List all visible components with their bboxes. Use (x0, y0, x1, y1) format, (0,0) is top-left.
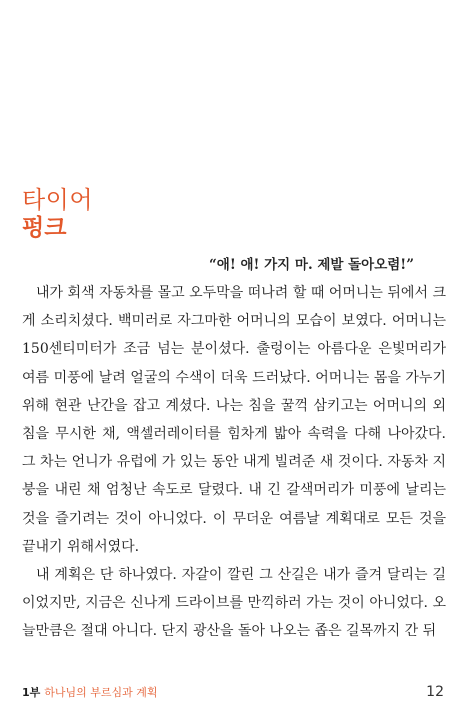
page-number: 12 (426, 684, 444, 700)
chapter-title-line1: 타이어 (22, 186, 94, 214)
chapter-title-line2: 펑크 (22, 215, 67, 242)
paragraph-2: 내 계획은 단 하나였다. 자갈이 깔린 그 산길은 내가 즐겨 달리는 길이었지만, 지금은 신나게 드라이브를 만끽하러 가는 것이 아니었다. 오늘만큼은 절대 아니다. 단지 광산을 돌아 나오는 좁은 길목까지 간 뒤 (22, 567, 446, 640)
opening-quote: “애! 애! 가지 마. 제발 돌아오렴!” (209, 257, 414, 273)
page-footer (22, 680, 444, 704)
part-subtitle: 하나님의 부르심과 계획 (44, 686, 158, 699)
chapter-title (22, 188, 93, 240)
running-footer (22, 684, 158, 700)
part-label: 1부 (22, 686, 41, 699)
paragraph-1: 내가 회색 자동차를 몰고 오두막을 떠나려 할 때 어머니는 뒤에서 크게 소리치셨다. 백미러로 자그마한 어머니의 모습이 보였다. 어머니는 150센티미터가 조금 넘는 분이셨다. 출렁이는 아름다운 은빛머리가 여름 미풍에 날려 얼굴의 수색이 더욱 드러났다. 어머니는 몸을 가누기 위해 현관 난간을 잡고 계셨다. 나는 침을 꿀꺽 삼키고는 어머니의 외침을 무시한 채, 액셀러레이터를 힘차게 밟아 속력을 다해 나아갔다. 그 차는 언니가 유럽에 가 있는 동안 내게 빌려준 새 것이다. 자동차 지붕을 내린 채 엄청난 속도로 달렸다. 내 긴 갈색머리가 미풍에 날리는 것을 즐기려는 것이 아니었다. 이 무더운 여름날 계획대로 모든 것을 끝내기 위해서였다. (22, 285, 446, 555)
body-text (22, 279, 446, 646)
